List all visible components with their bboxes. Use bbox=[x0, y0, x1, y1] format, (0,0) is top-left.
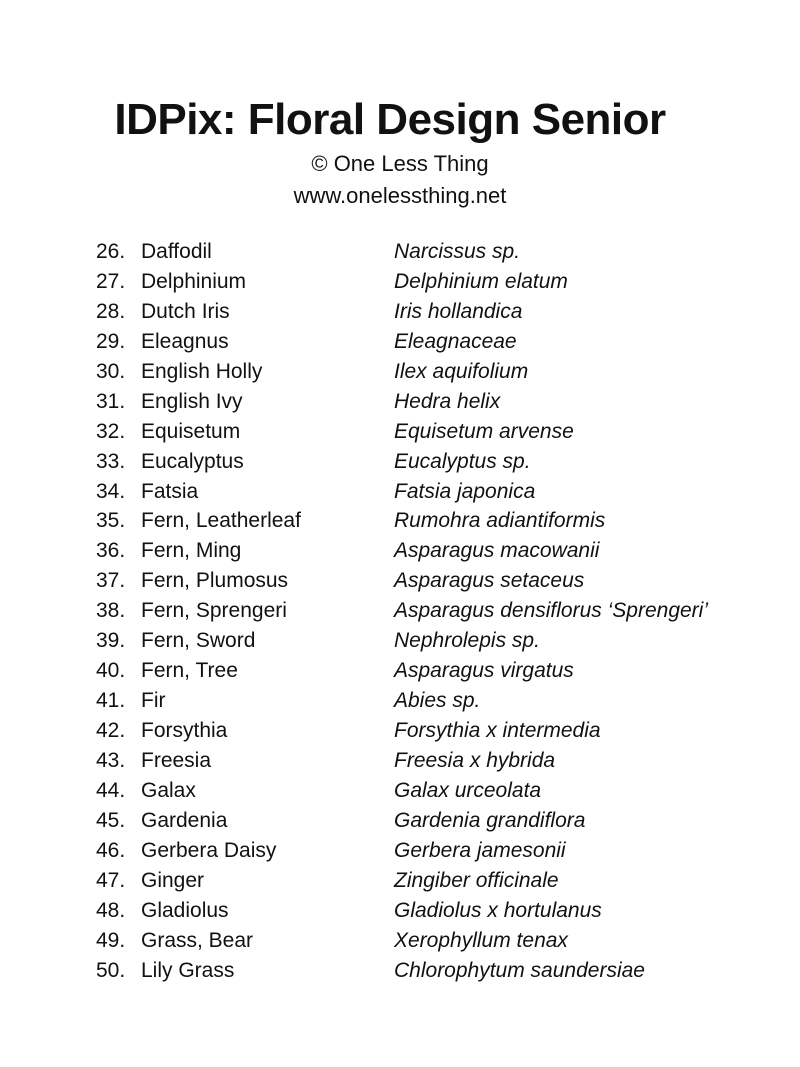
scientific-name: Asparagus virgatus bbox=[394, 659, 574, 683]
common-name: Fern, Sword bbox=[141, 629, 256, 653]
scientific-name: Gladiolus x hortulanus bbox=[394, 898, 602, 922]
list-item bbox=[96, 477, 776, 507]
scientific-name: Galax urceolata bbox=[394, 778, 542, 802]
scientific-name: Asparagus macowanii bbox=[394, 539, 600, 563]
item-number: 48. bbox=[96, 898, 126, 922]
scientific-name: Equisetum arvense bbox=[394, 419, 574, 443]
scientific-name: Nephrolepis sp. bbox=[394, 629, 540, 653]
scientific-name: Hedra helix bbox=[394, 389, 501, 413]
common-name: Grass, Bear bbox=[141, 928, 254, 952]
item-number: 34. bbox=[96, 479, 126, 503]
scientific-name: Chlorophytum saundersiae bbox=[394, 958, 645, 982]
scientific-name: Zingiber officinale bbox=[394, 868, 559, 892]
list-item bbox=[96, 506, 776, 536]
list-item bbox=[96, 297, 776, 327]
scientific-name: Fatsia japonica bbox=[394, 479, 536, 503]
common-name: Daffodil bbox=[141, 240, 212, 263]
common-name: Dutch Iris bbox=[141, 299, 230, 323]
scientific-name: Delphinium elatum bbox=[394, 269, 568, 293]
scientific-name: Iris hollandica bbox=[394, 299, 523, 323]
list-item bbox=[96, 926, 776, 956]
item-number: 30. bbox=[96, 359, 126, 383]
list-item bbox=[96, 746, 776, 776]
item-number: 36. bbox=[96, 539, 126, 563]
common-name: Forsythia bbox=[141, 719, 228, 742]
list-item bbox=[96, 896, 776, 926]
scientific-name: Forsythia x intermedia bbox=[394, 719, 601, 742]
common-name: Gladiolus bbox=[141, 898, 229, 922]
item-number: 37. bbox=[96, 569, 126, 593]
item-number: 33. bbox=[96, 449, 126, 473]
scientific-name: Asparagus densiflorus ‘Sprengeri’ bbox=[394, 599, 709, 623]
scientific-name: Xerophyllum tenax bbox=[394, 928, 568, 952]
list-item bbox=[96, 237, 776, 267]
common-name: Gardenia bbox=[141, 808, 228, 832]
list-item bbox=[96, 566, 776, 596]
list-item bbox=[96, 806, 776, 836]
common-name: Fir bbox=[141, 689, 166, 713]
list-item bbox=[96, 387, 776, 417]
list-item bbox=[96, 327, 776, 357]
item-number: 28. bbox=[96, 299, 126, 323]
list-item bbox=[96, 956, 776, 986]
copyright-line: © One Less Thing bbox=[311, 151, 489, 176]
website-url: www.onelessthing.net bbox=[293, 183, 507, 208]
common-name: Fatsia bbox=[141, 479, 199, 503]
item-number: 41. bbox=[96, 689, 126, 713]
item-number: 50. bbox=[96, 958, 126, 982]
item-number: 43. bbox=[96, 748, 126, 772]
common-name: Galax bbox=[141, 778, 196, 802]
list-item bbox=[96, 417, 776, 447]
list-item bbox=[96, 776, 776, 806]
scientific-name: Eleagnaceae bbox=[394, 329, 517, 353]
list-item bbox=[96, 267, 776, 297]
scientific-name: Narcissus sp. bbox=[394, 240, 521, 263]
common-name: Gerbera Daisy bbox=[141, 838, 277, 862]
list-item bbox=[96, 656, 776, 686]
list-item bbox=[96, 447, 776, 477]
item-number: 45. bbox=[96, 808, 126, 832]
common-name: Equisetum bbox=[141, 419, 241, 443]
item-number: 38. bbox=[96, 599, 126, 623]
list-item bbox=[96, 626, 776, 656]
plant-list bbox=[96, 237, 776, 985]
item-number: 27. bbox=[96, 269, 126, 293]
common-name: Fern, Plumosus bbox=[141, 569, 289, 593]
item-number: 49. bbox=[96, 928, 126, 952]
document-header bbox=[0, 92, 800, 212]
list-item bbox=[96, 716, 776, 746]
item-number: 46. bbox=[96, 838, 126, 862]
scientific-name: Abies sp. bbox=[394, 689, 481, 713]
common-name: Fern, Leatherleaf bbox=[141, 509, 301, 533]
scientific-name: Gardenia grandiflora bbox=[394, 808, 586, 832]
list-item bbox=[96, 357, 776, 387]
common-name: Delphinium bbox=[141, 269, 247, 293]
common-name: Eleagnus bbox=[141, 329, 229, 353]
item-number: 31. bbox=[96, 389, 126, 413]
common-name: English Ivy bbox=[141, 389, 243, 413]
list-item bbox=[96, 536, 776, 566]
page-title: IDPix: Floral Design Senior bbox=[114, 95, 666, 144]
scientific-name: Ilex aquifolium bbox=[394, 359, 529, 383]
common-name: Fern, Tree bbox=[141, 659, 238, 683]
scientific-name: Freesia x hybrida bbox=[394, 748, 556, 772]
scientific-name: Asparagus setaceus bbox=[394, 569, 585, 593]
item-number: 35. bbox=[96, 509, 126, 533]
item-number: 40. bbox=[96, 659, 126, 683]
common-name: Lily Grass bbox=[141, 958, 235, 982]
scientific-name: Gerbera jamesonii bbox=[394, 838, 566, 862]
item-number: 26. bbox=[96, 240, 126, 263]
common-name: English Holly bbox=[141, 359, 263, 383]
item-number: 44. bbox=[96, 778, 126, 802]
list-item bbox=[96, 866, 776, 896]
item-number: 47. bbox=[96, 868, 126, 892]
common-name: Fern, Ming bbox=[141, 539, 242, 563]
list-item bbox=[96, 686, 776, 716]
common-name: Fern, Sprengeri bbox=[141, 599, 287, 623]
scientific-name: Rumohra adiantiformis bbox=[394, 509, 606, 533]
item-number: 32. bbox=[96, 419, 126, 443]
item-number: 42. bbox=[96, 719, 126, 742]
list-item bbox=[96, 836, 776, 866]
common-name: Eucalyptus bbox=[141, 449, 244, 473]
item-number: 29. bbox=[96, 329, 126, 353]
scientific-name: Eucalyptus sp. bbox=[394, 449, 531, 473]
common-name: Ginger bbox=[141, 868, 205, 892]
common-name: Freesia bbox=[141, 748, 212, 772]
list-item bbox=[96, 596, 776, 626]
item-number: 39. bbox=[96, 629, 126, 653]
